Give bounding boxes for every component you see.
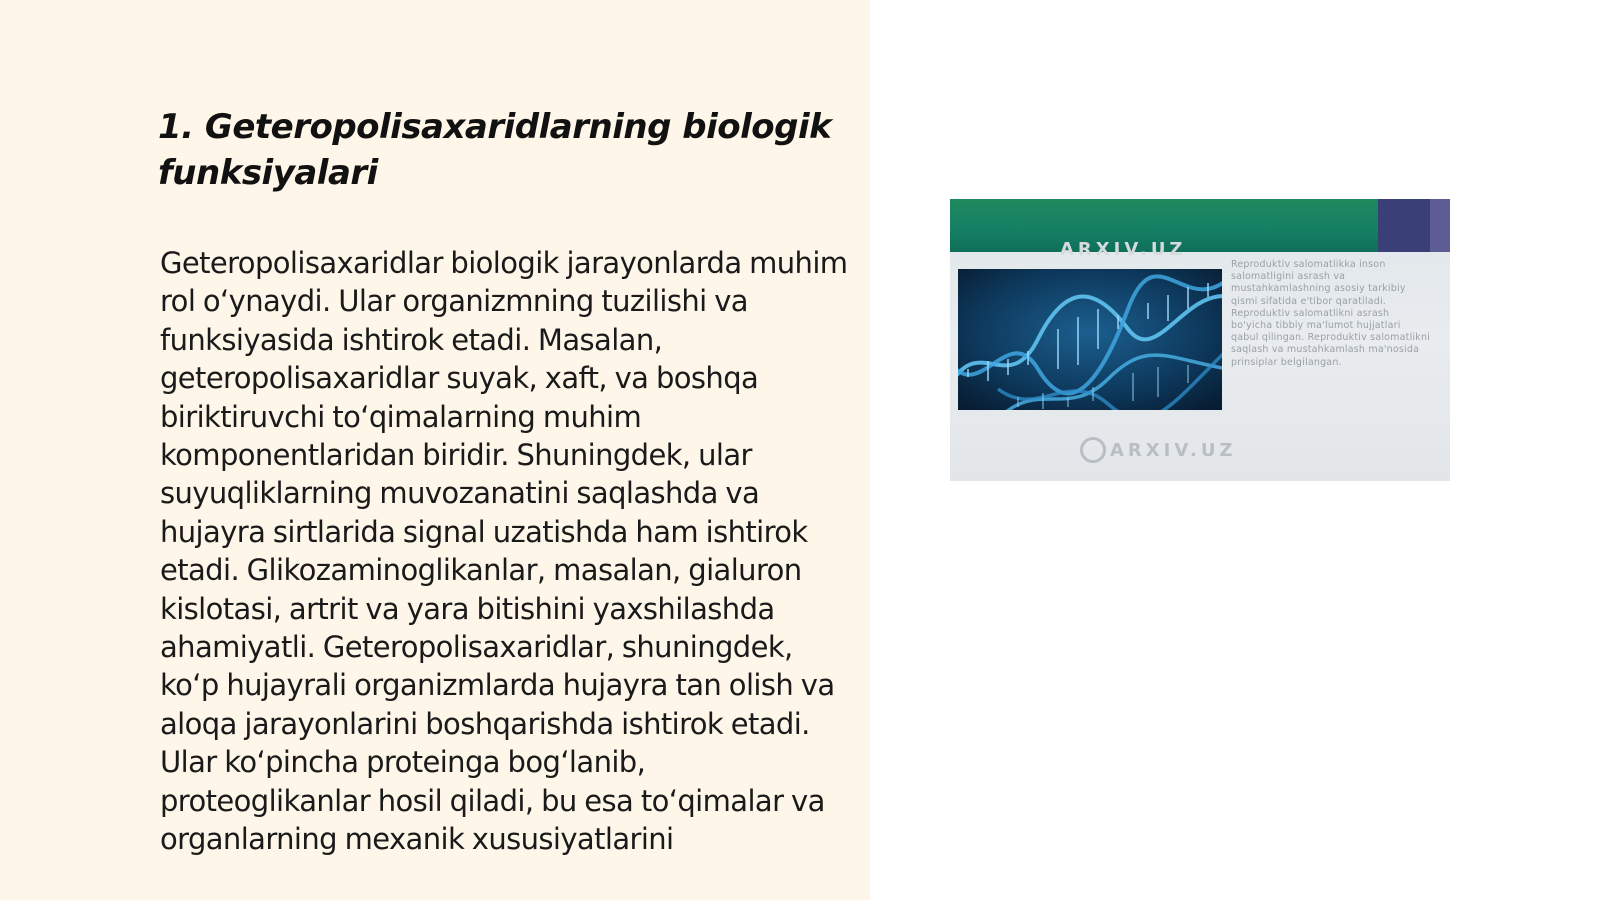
dna-helix-picture (958, 269, 1222, 410)
watermark (1080, 437, 1236, 463)
watermark-text: ARXIV.UZ (1110, 439, 1237, 461)
image-header-accent (1378, 199, 1430, 252)
slide-title: 1. Geteropolisaxaridlarning biologik funksiyalari (158, 107, 832, 193)
watermark-faint-text: ARXIV.UZ (1060, 239, 1187, 260)
watermark-ring-icon (1080, 437, 1106, 463)
slide-body-text: Geteropolisaxaridlar biologik jarayonlarda muhim rol o‘ynaydi. Ular organizmning tuzilishi va funksiyasida ishtirok etadi. Masalan, geteropolisaxaridlar suyak, xaft, va boshqa biriktiruvchi to‘qimalarning muhim komponentlaridan biridir. Shuningdek, ular suyuqliklarning muvozanatini saqlashda va hujayra sirtlarida signal uzatishda ham ishtirok etadi. Glikozaminoglikanlar, masalan, gialuron kislotasi, artrit va yara bitishini yaxshilashda ahamiyatli. Geteropolisaxaridlar, shuningdek, ko‘p hujayrali organizmlarda hujayra tan olish va aloqa jarayonlarini boshqarishda ishtirok etadi. Ular ko‘pincha proteinga bog‘lanib, proteoglikanlar hosil qiladi, bu esa to‘qimalar va organlarning mexanik xususiyatlarini (160, 246, 848, 857)
dna-illustration-image (950, 199, 1450, 481)
image-caption-text: Reproduktiv salomatlikka inson salomatligini asrash va mustahkamlashning asosiy tarkibiy qismi sifatida e'tibor qaratiladi. Reproduktiv salomatlikni asrash bo'yicha tibbiy ma'lumot hujjatlari qabul qilingan. Reproduktiv salomatlikni saqlash va mustahkamlash ma'nosida prinsiplar belgilangan. (1231, 259, 1431, 368)
image-header-edge (1430, 199, 1450, 252)
